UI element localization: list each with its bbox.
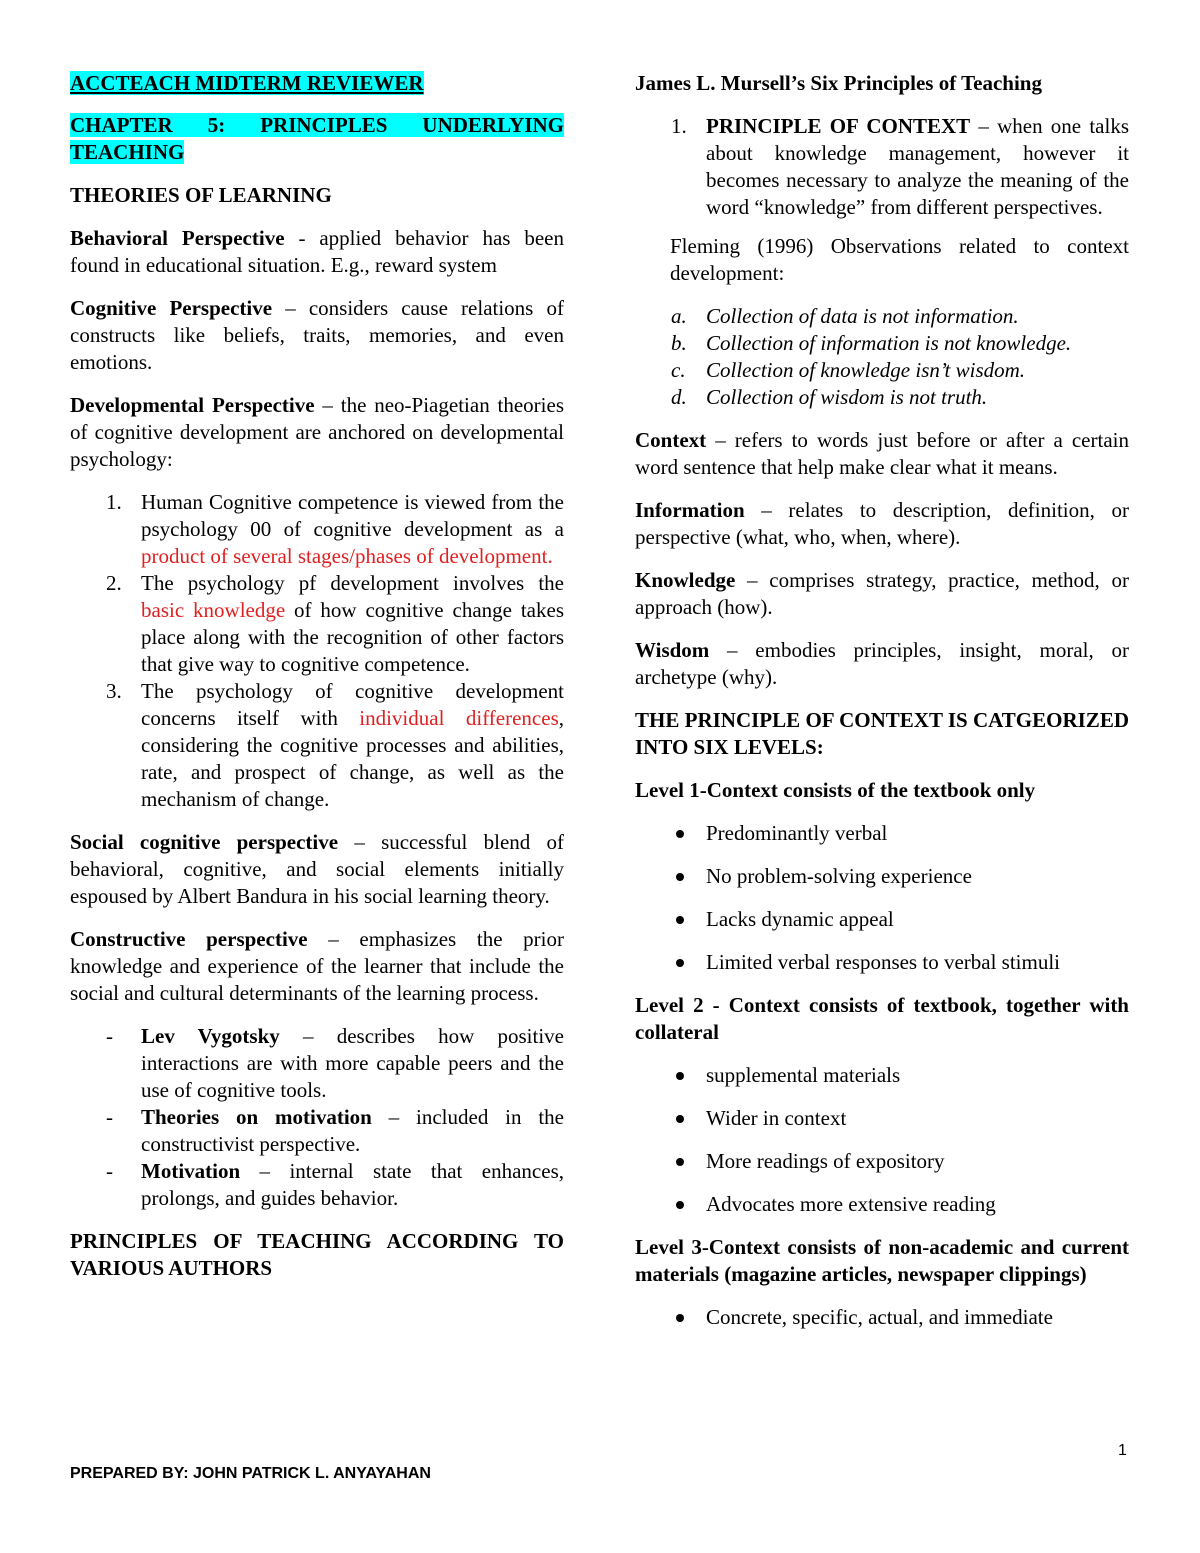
level-2-list — [635, 1062, 1129, 1218]
chapter-title: CHAPTER 5: PRINCIPLES UNDERLYING TEACHING — [70, 113, 564, 164]
bullet-icon — [676, 1115, 684, 1123]
behavioral-perspective: Behavioral Perspective - applied behavior has been found in educational situation. E.g., reward system — [70, 226, 564, 277]
list-item: 3. The psychology of cognitive development concerns itself with individual differences, considering the cognitive processes and abilities, rate, and prospect of change, as well as the mechanism of change. — [106, 679, 564, 811]
list-item: 1. PRINCIPLE OF CONTEXT – when one talks about knowledge management, however it becomes necessary to analyze the meaning of the word “knowledge” from different perspectives. — [671, 114, 1129, 219]
list-item: Wider in context — [635, 1105, 1129, 1132]
list-item: - Theories on motivation – included in the constructivist perspective. — [106, 1105, 564, 1156]
constructive-perspective: Constructive perspective – emphasizes the prior knowledge and experience of the learner that include the social and cultural determinants of the learning process. — [70, 927, 564, 1005]
mursell-heading: James L. Mursell’s Six Principles of Teaching — [635, 71, 1042, 95]
theories-heading: THEORIES OF LEARNING — [70, 183, 332, 207]
list-item: a. Collection of data is not information. — [671, 304, 1019, 328]
wisdom-definition: Wisdom – embodies principles, insight, moral, or archetype (why). — [635, 638, 1129, 689]
information-definition: Information – relates to description, definition, or perspective (what, who, when, where). — [635, 498, 1129, 549]
developmental-perspective: Developmental Perspective – the neo-Piagetian theories of cognitive development are anchored on developmental psychology: — [70, 393, 564, 471]
level-3-heading: Level 3-Context consists of non-academic and current materials (magazine articles, newspaper clippings) — [635, 1235, 1129, 1286]
bullet-icon — [676, 1201, 684, 1209]
bullet-icon — [676, 959, 684, 967]
six-levels-heading: THE PRINCIPLE OF CONTEXT IS CATGEORIZED INTO SIX LEVELS: — [635, 708, 1129, 759]
footer-prepared-by: PREPARED BY: JOHN PATRICK L. ANYAYAHAN — [70, 1465, 431, 1482]
knowledge-definition: Knowledge – comprises strategy, practice, method, or approach (how). — [635, 568, 1129, 619]
list-item: c. Collection of knowledge isn’t wisdom. — [671, 358, 1026, 382]
bullet-icon — [676, 830, 684, 838]
level-3-list — [635, 1304, 1129, 1331]
page-number: 1 — [1118, 1442, 1127, 1459]
list-item: More readings of expository — [635, 1148, 1129, 1175]
level-1-heading: Level 1-Context consists of the textbook only — [635, 778, 1036, 802]
cognitive-perspective: Cognitive Perspective – considers cause relations of constructs like beliefs, traits, memories, and even emotions. — [70, 296, 564, 374]
constructive-list — [70, 1023, 564, 1212]
list-item: Lacks dynamic appeal — [635, 906, 1129, 933]
document-title: ACCTEACH MIDTERM REVIEWER — [70, 71, 424, 95]
bullet-icon — [676, 1072, 684, 1080]
bullet-icon — [676, 916, 684, 924]
left-column — [70, 70, 564, 1298]
bullet-icon — [676, 1314, 684, 1322]
list-item: Advocates more extensive reading — [635, 1191, 1129, 1218]
mursell-list — [635, 113, 1129, 221]
list-item: b. Collection of information is not knowledge. — [671, 331, 1072, 355]
level-1-list — [635, 820, 1129, 976]
bullet-icon — [676, 1158, 684, 1166]
level-2-heading: Level 2 - Context consists of textbook, together with collateral — [635, 993, 1129, 1044]
bullet-icon — [676, 873, 684, 881]
context-definition: Context – refers to words just before or after a certain word sentence that help make clear what it means. — [635, 428, 1129, 479]
list-item: Predominantly verbal — [635, 820, 1129, 847]
developmental-list — [70, 489, 564, 813]
list-item: supplemental materials — [635, 1062, 1129, 1089]
fleming-paragraph: Fleming (1996) Observations related to context development: — [670, 234, 1129, 285]
list-item: 2. The psychology pf development involves the basic knowledge of how cognitive change takes place along with the recognition of other factors that give way to cognitive competence. — [106, 571, 564, 676]
social-cognitive-perspective: Social cognitive perspective – successful blend of behavioral, cognitive, and social elements initially espoused by Albert Bandura in his social learning theory. — [70, 830, 564, 908]
list-item: Limited verbal responses to verbal stimuli — [635, 949, 1129, 976]
list-item: 1. Human Cognitive competence is viewed from the psychology 00 of cognitive development as a product of several stages/phases of development. — [106, 490, 564, 568]
fleming-list — [635, 303, 1129, 411]
list-item: - Motivation – internal state that enhances, prolongs, and guides behavior. — [106, 1159, 564, 1210]
list-item: No problem-solving experience — [635, 863, 1129, 890]
right-column — [635, 70, 1129, 1347]
list-item: - Lev Vygotsky – describes how positive interactions are with more capable peers and the use of cognitive tools. — [106, 1024, 564, 1102]
list-item: Concrete, specific, actual, and immediate — [635, 1304, 1129, 1331]
principles-heading: PRINCIPLES OF TEACHING ACCORDING TO VARIOUS AUTHORS — [70, 1229, 564, 1280]
list-item: d. Collection of wisdom is not truth. — [671, 385, 988, 409]
